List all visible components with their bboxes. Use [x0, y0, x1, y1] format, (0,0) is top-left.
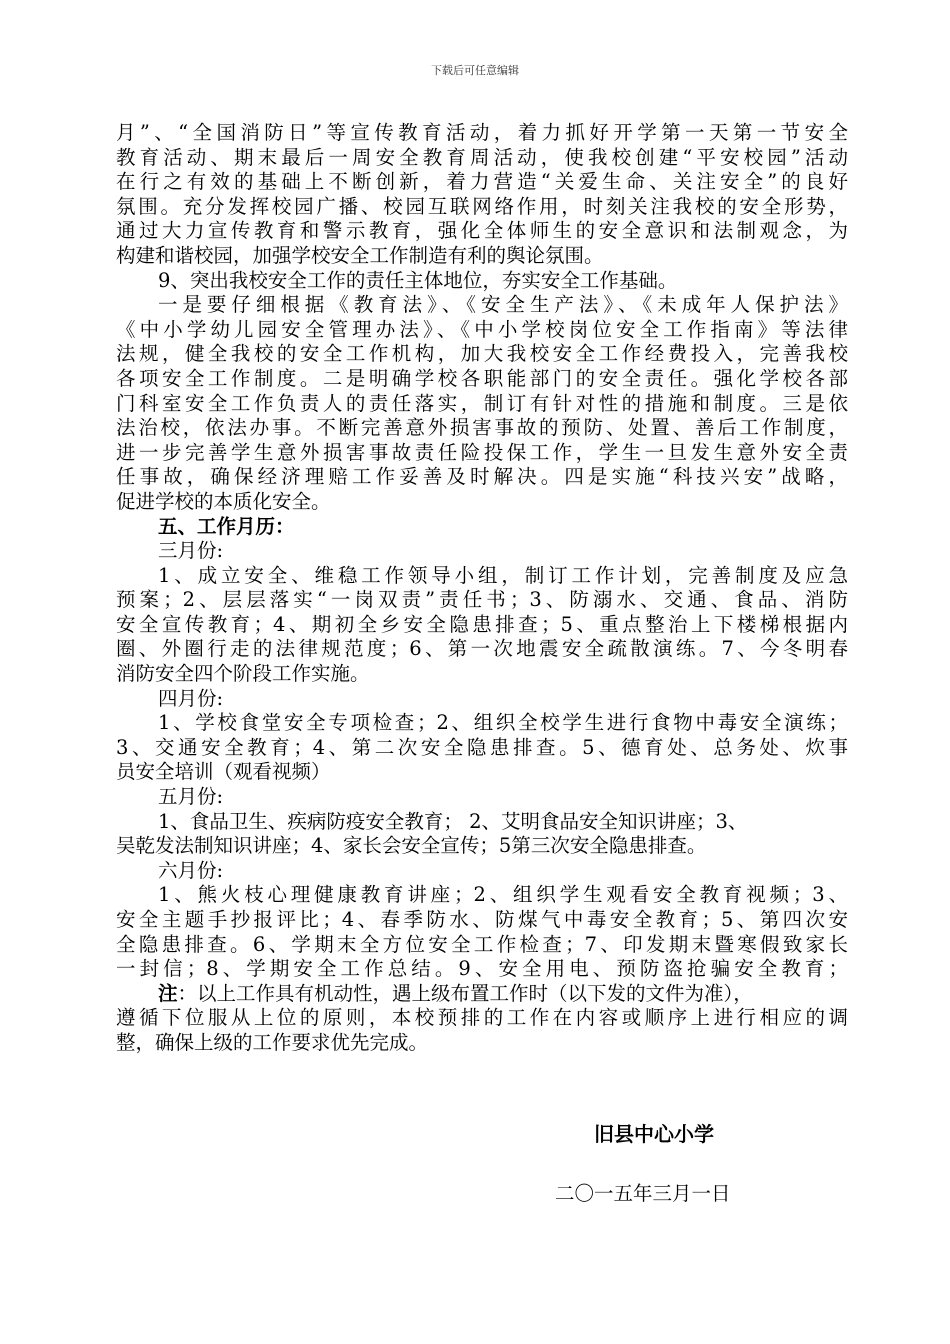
- page-header-note: 下载后可任意编辑: [431, 64, 519, 77]
- text-line: 教育活动、期末最后一周安全教育周活动，使我校创建“平安校园”活动: [116, 145, 848, 169]
- signature-school: 旧县中心小学: [594, 1122, 714, 1146]
- text-line: 1、学校食堂安全专项检查；2、组织全校学生进行食物中毒安全演练；: [158, 711, 848, 735]
- signature-date: 二〇一五年三月一日: [555, 1182, 731, 1205]
- month-heading: 四月份:: [158, 686, 224, 710]
- document-body: [116, 121, 848, 1056]
- text-line: 全隐患排查。6、学期末全方位安全工作检查；7、印发期末暨寒假致家长: [116, 932, 848, 956]
- text-line: 月”、“全国消防日”等宣传教育活动，着力抓好开学第一天第一节安全: [116, 121, 848, 144]
- text-line: 9、突出我校安全工作的责任主体地位，夯实安全工作基础。: [158, 268, 678, 292]
- text-line: 1、食品卫生、疾病防疫安全教育； 2、艾明食品安全知识讲座；3、: [158, 809, 748, 833]
- text-line: 促进学校的本质化安全。: [116, 489, 331, 513]
- text-line: 法规，健全我校的安全工作机构，加大我校安全工作经费投入，完善我校: [116, 342, 848, 366]
- text-line: 氛围。充分发挥校园广播、校园互联网络作用，时刻关注我校的安全形势，: [116, 194, 848, 218]
- text-line: 法治校，依法办事。不断完善意外损害事故的预防、处置、善后工作制度，: [116, 416, 848, 440]
- text-line: 消防安全四个阶段工作实施。: [116, 662, 370, 686]
- text-line: 《中小学幼儿园安全管理办法》、《中小学校岗位安全工作指南》等法律: [116, 317, 848, 341]
- text-line: 进一步完善学生意外损害事故责任险投保工作，学生一旦发生意外安全责: [116, 440, 848, 464]
- text-line: 安全宣传教育；4、期初全乡安全隐患排查；5、重点整治上下楼梯根据内: [116, 612, 848, 636]
- note-first-line: [116, 982, 848, 1007]
- text-line: 一封信；8、学期安全工作总结。9、安全用电、预防盗抢骗安全教育；: [116, 957, 848, 981]
- text-line: 门科室安全工作负责人的责任落实，制订有针对性的措施和制度。三是依: [116, 391, 848, 415]
- text-line: 吴乾发法制知识讲座；4、家长会安全宣传；5第三次安全隐患排查。: [116, 834, 707, 858]
- text-line: 任事故，确保经济理赔工作妥善及时解决。四是实施“科技兴安”战略，: [116, 465, 848, 489]
- text-line: 安全主题手抄报评比；4、春季防水、防煤气中毒安全教育；5、第四次安: [116, 908, 848, 931]
- text-line: 一是要仔细根据《教育法》、《安全生产法》、《未成年人保护法》: [158, 293, 848, 317]
- text-line: 在行之有效的基础上不断创新，着力营造“关爱生命、关注安全”的良好: [116, 170, 848, 194]
- note-text: ：以上工作具有机动性，遇上级布置工作时（以下发的文件为准），: [177, 981, 753, 1005]
- text-line: 1、熊火枝心理健康教育讲座；2、组织学生观看安全教育视频；3、: [158, 883, 848, 907]
- note-label: 注: [158, 981, 178, 1005]
- text-line: 各项安全工作制度。二是明确学校各职能部门的安全责任。强化学校各部: [116, 366, 848, 390]
- text-line: 整，确保上级的工作要求优先完成。: [116, 1030, 429, 1054]
- text-line: 遵循下位服从上位的原则，本校预排的工作在内容或顺序上进行相应的调: [116, 1006, 848, 1030]
- month-heading: 六月份:: [158, 858, 224, 882]
- text-line: 预案；2、层层落实“一岗双责”责任书；3、防溺水、交通、食品、消防: [116, 588, 848, 612]
- month-heading: 三月份:: [158, 539, 224, 563]
- text-line: 3、交通安全教育；4、第二次安全隐患排查。5、德育处、总务处、炊事: [116, 735, 848, 759]
- text-line: 圈、外圈行走的法律规范度；6、第一次地震安全疏散演练。7、今冬明春: [116, 637, 848, 661]
- section-heading: 五、工作月历：: [158, 514, 295, 538]
- text-line: 通过大力宣传教育和警示教育，强化全体师生的安全意识和法制观念，为: [116, 219, 848, 243]
- text-line: 1、成立安全、维稳工作领导小组，制订工作计划，完善制度及应急: [158, 563, 848, 587]
- text-line: 员安全培训（观看视频）: [116, 760, 331, 784]
- month-heading: 五月份:: [158, 785, 224, 809]
- text-line: 构建和谐校园，加强学校安全工作制造有利的舆论氛围。: [116, 243, 604, 267]
